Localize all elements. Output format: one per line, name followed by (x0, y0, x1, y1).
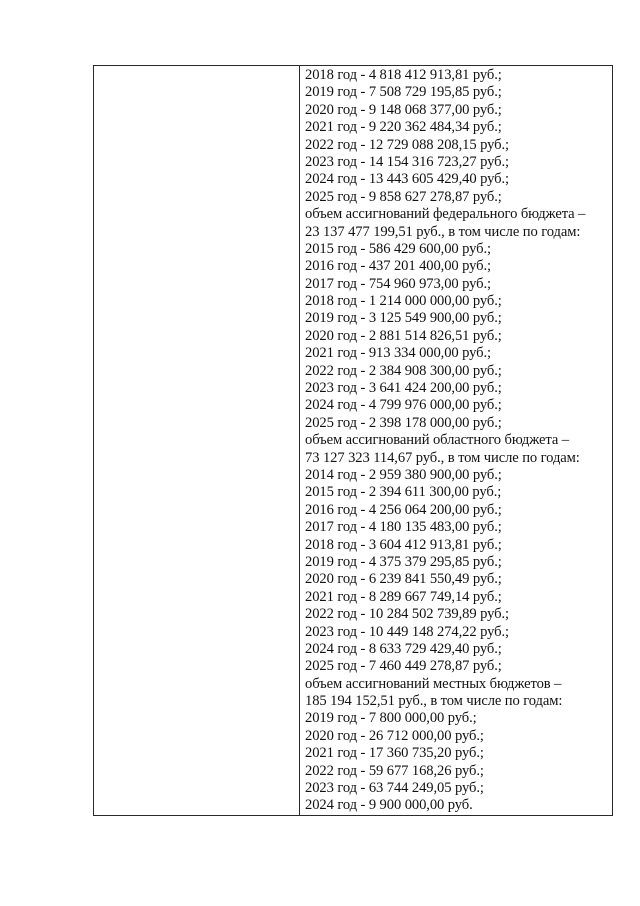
text-line: 2019 год - 7 800 000,00 руб.; (305, 710, 477, 727)
text-line: 2017 год - 4 180 135 483,00 руб.; (305, 519, 502, 536)
text-line: 2024 год - 13 443 605 429,40 руб.; (305, 171, 509, 188)
text-line: 2021 год - 913 334 000,00 руб.; (305, 345, 492, 362)
text-line: объем ассигнований федерального бюджета – (305, 206, 586, 223)
text-line: 73 127 323 114,67 руб., в том числе по годам: (305, 449, 580, 466)
text-line: 2019 год - 4 375 379 295,85 руб.; (305, 553, 502, 570)
text-line: 2025 год - 7 460 449 278,87 руб.; (305, 658, 502, 675)
table-left-cell (94, 66, 298, 815)
text-line: 2020 год - 26 712 000,00 руб.; (305, 727, 484, 744)
text-line: 2022 год - 59 677 168,26 руб.; (305, 762, 484, 779)
text-line: 2024 год - 4 799 976 000,00 руб.; (305, 397, 502, 414)
text-line: 2016 год - 437 201 400,00 руб.; (305, 258, 492, 275)
text-line: 2023 год - 14 154 316 723,27 руб.; (305, 153, 509, 170)
text-line: 2018 год - 4 818 412 913,81 руб.; (305, 67, 502, 83)
text-line: 2022 год - 12 729 088 208,15 руб.; (305, 136, 509, 153)
text-line: 2016 год - 4 256 064 200,00 руб.; (305, 501, 502, 518)
text-line: 185 194 152,51 руб., в том числе по годам: (305, 693, 563, 710)
text-line: 2018 год - 3 604 412 913,81 руб.; (305, 536, 502, 553)
text-line: 2015 год - 586 429 600,00 руб.; (305, 240, 492, 257)
text-line: 2021 год - 9 220 362 484,34 руб.; (305, 119, 502, 136)
text-line: 2022 год - 2 384 908 300,00 руб.; (305, 362, 502, 379)
text-line: объем ассигнований областного бюджета – (305, 432, 569, 449)
text-line: 23 137 477 199,51 руб., в том числе по годам: (305, 223, 581, 240)
text-line: 2014 год - 2 959 380 900,00 руб.; (305, 466, 502, 483)
text-line: 2023 год - 10 449 148 274,22 руб.; (305, 623, 509, 640)
text-line: 2020 год - 2 881 514 826,51 руб.; (305, 327, 502, 344)
text-line: 2024 год - 9 900 000,00 руб. (305, 797, 473, 814)
text-line: 2018 год - 1 214 000 000,00 руб.; (305, 293, 502, 310)
text-line: 2021 год - 8 289 667 749,14 руб.; (305, 588, 502, 605)
text-line: 2019 год - 3 125 549 900,00 руб.; (305, 310, 502, 327)
text-line: 2020 год - 9 148 068 377,00 руб.; (305, 101, 502, 118)
text-line: объем ассигнований местных бюджетов – (305, 675, 562, 692)
text-line: 2025 год - 2 398 178 000,00 руб.; (305, 414, 502, 431)
text-line: 2019 год - 7 508 729 195,85 руб.; (305, 84, 502, 101)
text-line: 2024 год - 8 633 729 429,40 руб.; (305, 640, 502, 657)
text-line: 2022 год - 10 284 502 739,89 руб.; (305, 606, 509, 623)
text-line: 2023 год - 3 641 424 200,00 руб.; (305, 380, 502, 397)
table-right-cell (305, 67, 609, 813)
text-line: 2017 год - 754 960 973,00 руб.; (305, 275, 492, 292)
column-divider (299, 65, 300, 816)
text-line: 2020 год - 6 239 841 550,49 руб.; (305, 571, 502, 588)
text-line: 2025 год - 9 858 627 278,87 руб.; (305, 188, 502, 205)
text-line: 2021 год - 17 360 735,20 руб.; (305, 745, 484, 762)
text-line: 2015 год - 2 394 611 300,00 руб.; (305, 484, 502, 501)
text-line: 2023 год - 63 744 249,05 руб.; (305, 780, 484, 797)
